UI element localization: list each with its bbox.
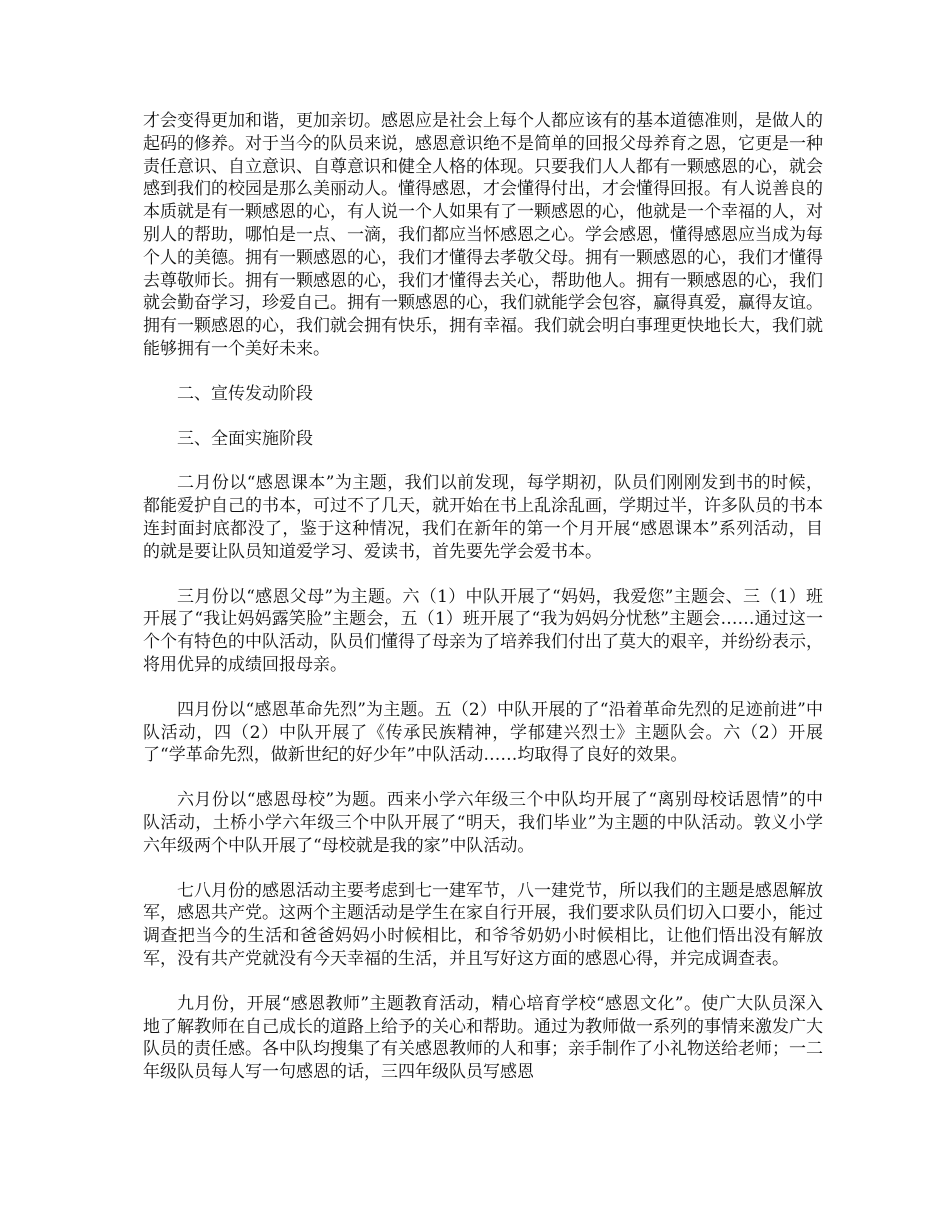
paragraph-april: 四月份以“感恩革命先烈”为主题。五（2）中队开展的了“沿着革命先烈的足迹前进”中队活动，四（2）中队开展了《传承民族精神，学郁建兴烈士》主题队会。六（2）开展了“学革命先烈，做新世纪的好少年”中队活动……均取得了良好的效果。: [143, 699, 823, 766]
heading-implementation-stage: 三、全面实施阶段: [177, 428, 313, 449]
paragraph-september: 九月份，开展“感恩教师”主题教育活动，精心培育学校“感恩文化”。使广大队员深入地了解教师在自己成长的道路上给予的关心和帮助。通过为教师做一系列的事情来激发广大队员的责任感。各中队均搜集了有关感恩教师的人和事；亲手制作了小礼物送给老师；一二年级队员每人写一句感恩的话，三四年级队员写感恩: [143, 993, 823, 1083]
paragraph-july-august: 七八月份的感恩活动主要考虑到七一建军节，八一建党节，所以我们的主题是感恩解放军，感恩共产党。这两个主题活动是学生在家自行开展，我们要求队员们切入口要小，能过调查把当今的生活和爸爸妈妈小时候相比，和爷爷奶奶小时候相比，让他们悟出没有解放军，没有共产党就没有今天幸福的生活，并且写好这方面的感恩心得，并完成调查表。: [143, 880, 823, 969]
paragraph-gratitude-intro: 才会变得更加和谐，更加亲切。感恩应是社会上每个人都应该有的基本道德准则，是做人的起码的修养。对于当今的队员来说，感恩意识绝不是简单的回报父母养育之恩，它更是一种责任意识、自立意识、自尊意识和健全人格的体现。只要我们人人都有一颗感恩的心，就会感到我们的校园是那么美丽动人。懂得感恩，才会懂得付出，才会懂得回报。有人说善良的本质就是有一颗感恩的心，有人说一个人如果有了一颗感恩的心，他就是一个幸福的人，对别人的帮助，哪怕是一点、一滴，我们都应当怀感恩之心。学会感恩，懂得感恩应当成为每个人的美德。拥有一颗感恩的心，我们才懂得去孝敬父母。拥有一颗感恩的心，我们才懂得去尊敬师长。拥有一颗感恩的心，我们才懂得去关心，帮助他人。拥有一颗感恩的心，我们就会勤奋学习，珍爱自己。拥有一颗感恩的心，我们就能学会包容，赢得真爱，赢得友谊。拥有一颗感恩的心，我们就会拥有快乐，拥有幸福。我们就会明白事理更快地长大，我们就能够拥有一个美好未来。: [143, 111, 823, 359]
heading-promotion-stage: 二、宣传发动阶段: [177, 383, 313, 404]
paragraph-june: 六月份以“感恩母校”为题。西来小学六年级三个中队均开展了“离别母校话恩情”的中队活动，土桥小学六年级三个中队开展了“明天，我们毕业”为主题的中队活动。敦义小学六年级两个中队开展了“母校就是我的家”中队活动。: [143, 790, 823, 856]
document-body: [143, 110, 823, 1084]
paragraph-february: 二月份以“感恩课本”为主题，我们以前发现，每学期初，队员们刚刚发到书的时候，都能爱护自己的书本，可过不了几天，就开始在书上乱涂乱画，学期过半，许多队员的书本连封面封底都没了，鉴于这种情况，我们在新年的第一个月开展“感恩课本”系列活动，目的就是要让队员知道爱学习、爱读书，首先要先学会爱书本。: [143, 473, 823, 562]
paragraph-march: 三月份以“感恩父母”为主题。六（1）中队开展了“妈妈，我爱您”主题会、三（1）班开展了“我让妈妈露笑脸”主题会，五（1）班开展了“我为妈妈分忧愁”主题会……通过这一个个有特色的中队活动，队员们懂得了母亲为了培养我们付出了莫大的艰辛，并纷纷表示，将用优异的成绩回报母亲。: [143, 586, 823, 675]
